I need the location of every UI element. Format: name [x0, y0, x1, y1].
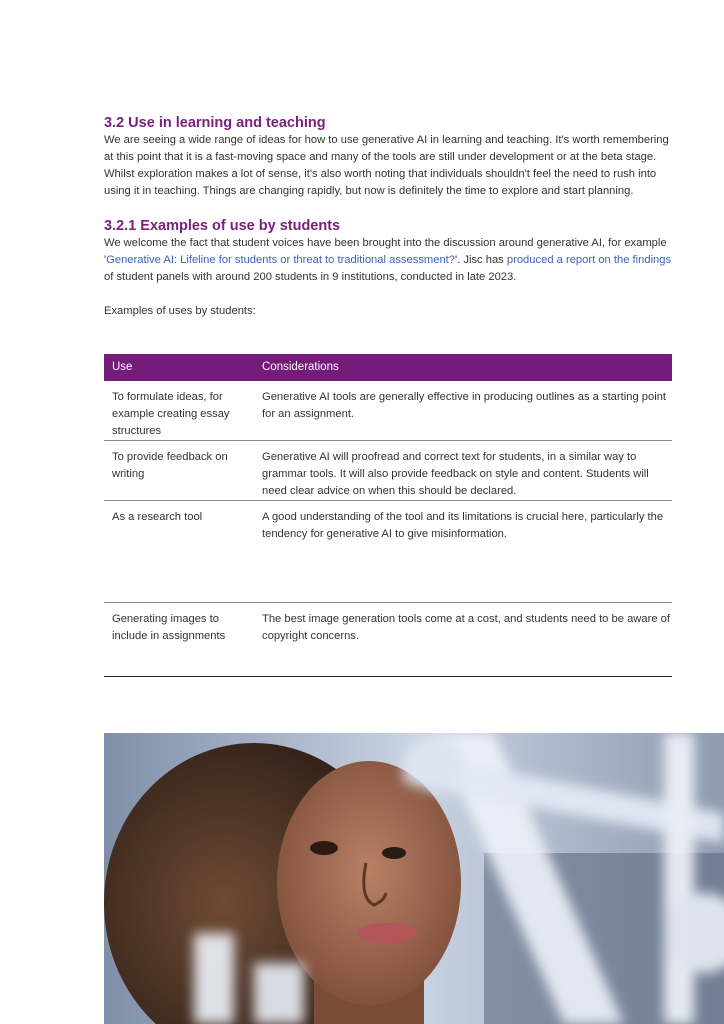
header-considerations: Considerations: [262, 354, 672, 381]
body-text: '. Jisc has: [455, 254, 507, 266]
consideration-cell: Generative AI will proofread and correct text for students, in a similar way to grammar tools. It will also provide feedback on style and content. Students will need clear advice on when this should be declared.: [262, 441, 672, 501]
student-photo: [104, 733, 724, 1024]
header-use: Use: [104, 354, 262, 381]
examples-intro: Examples of uses by students:: [104, 305, 256, 317]
table-row: [104, 381, 672, 441]
use-cell: Generating images to include in assignments: [104, 603, 262, 677]
page-content: [104, 114, 672, 320]
uses-table: [104, 354, 672, 677]
subsection: [104, 217, 672, 320]
table-header-row: [104, 354, 672, 381]
use-cell: To provide feedback on writing: [104, 441, 262, 501]
article-link[interactable]: Generative AI: Lifeline for students or threat to traditional assessment?: [106, 254, 456, 266]
use-cell: As a research tool: [104, 501, 262, 603]
subsection-body: [104, 235, 672, 286]
table-row: [104, 603, 672, 677]
table-row: [104, 441, 672, 501]
consideration-cell: A good understanding of the tool and its limitations is crucial here, particularly the tendency for generative AI to give misinformation.: [262, 501, 672, 603]
consideration-cell: Generative AI tools are generally effective in producing outlines as a starting point for an assignment.: [262, 381, 672, 441]
use-cell: To formulate ideas, for example creating essay structures: [104, 381, 262, 441]
section-body: We are seeing a wide range of ideas for how to use generative AI in learning and teaching. It's worth remembering at this point that it is a fast-moving space and many of the tools are still under development or at the beta stage. Whilst exploration makes a lot of sense, it's also worth noting that individuals shouldn't feel the need to rush into using it in teaching. Things are changing rapidly, but now is definitely the time to explore and start planning.: [104, 134, 669, 197]
body-text: We welcome the fact that student voices have been brought into the discussion around generative AI, for example ': [104, 237, 667, 266]
subsection-heading: 3.2.1 Examples of use by students: [104, 218, 341, 234]
section-heading: 3.2 Use in learning and teaching: [104, 115, 326, 131]
consideration-cell: The best image generation tools come at a cost, and students need to be aware of copyright concerns.: [262, 603, 672, 677]
body-text: of student panels with around 200 students in 9 institutions, conducted in late 2023.: [104, 271, 517, 283]
report-link[interactable]: produced a report on the findings: [506, 254, 672, 266]
table-row: [104, 501, 672, 603]
